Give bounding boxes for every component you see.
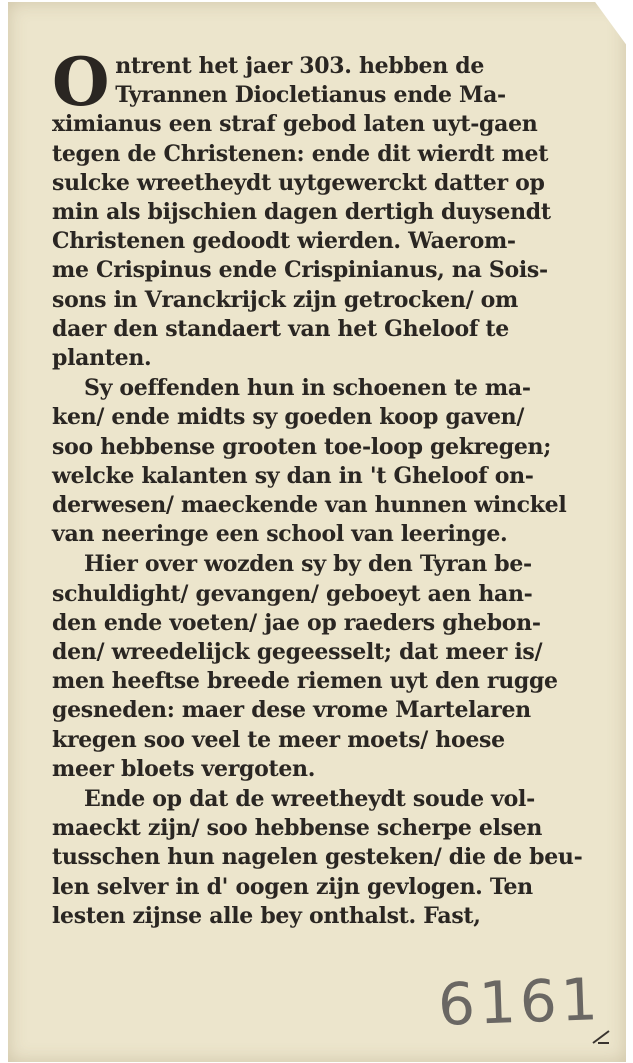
text-line: den ende voeten/ jae op raeders ghebon- <box>52 609 541 636</box>
text-line: Christenen gedoodt wierden. Waerom- <box>52 228 516 255</box>
text-line: van neeringe een school van leeringe. <box>52 521 508 548</box>
text-line: Ende op dat de wreetheydt soude vol- <box>84 786 535 813</box>
text-line: ximianus een straf gebod laten uyt-gaen <box>52 111 538 138</box>
text-line: len selver in d' oogen zijn gevlogen. Ten <box>52 873 533 900</box>
paragraph-1 <box>52 43 592 373</box>
corner-mark-icon <box>592 1030 610 1044</box>
text-line: soo hebbense grooten toe-loop gekregen; <box>52 433 552 460</box>
text-line: gesneden: maer dese vrome Martelaren <box>52 697 531 724</box>
text-line: derwesen/ maeckende van hunnen winckel <box>52 492 567 519</box>
text-line: meer bloets vergoten. <box>52 755 316 782</box>
text-line: min als bijschien dagen dertigh duysendt <box>52 199 551 226</box>
text-line: lesten zijnse alle bey onthalst. Fast, <box>52 902 481 929</box>
text-line: me Crispinus ende Crispinianus, na Sois- <box>52 257 548 284</box>
text-line: Hier over wozden sy by den Tyran be- <box>84 551 532 578</box>
text-line: sulcke wreetheydt uytgewerckt datter op <box>52 169 545 196</box>
paragraph-2 <box>52 374 592 549</box>
drop-cap-letter: O <box>52 43 110 121</box>
text-line: daer den standaert van het Gheloof te <box>52 315 509 342</box>
paragraph-4 <box>52 785 592 931</box>
text-line: men heeftse breede riemen uyt den rugge <box>52 668 558 695</box>
text-line: sons in Vranckrijck zijn getrocken/ om <box>52 286 519 313</box>
text-line: ken/ ende midts sy goeden koop gaven/ <box>52 404 525 431</box>
text-line: welcke kalanten sy dan in 't Gheloof on- <box>52 462 534 489</box>
text-line: den/ wreedelijck gegeesselt; dat meer is/ <box>52 639 543 666</box>
text-line: tegen de Christenen: ende dit wierdt met <box>52 140 549 167</box>
text-line: planten. <box>52 345 152 372</box>
text-line: tusschen hun nagelen gesteken/ die de beu- <box>52 844 583 871</box>
text-line: Sy oeffenden hun in schoenen te ma- <box>84 375 531 402</box>
text-line: kregen soo veel te meer moets/ hoese <box>52 726 505 753</box>
text-line: ntrent het jaer 303. hebben de <box>115 53 485 79</box>
paragraph-3 <box>52 550 592 784</box>
text-line: maeckt zijn/ soo hebbense scherpe elsen <box>52 815 543 842</box>
handwritten-number: 6161 <box>436 965 603 1039</box>
text-line: schuldight/ gevangen/ geboeyt aen han- <box>52 580 533 607</box>
text-line: Tyrannen Diocletianus ende Ma- <box>115 82 506 109</box>
document-text <box>52 43 592 932</box>
